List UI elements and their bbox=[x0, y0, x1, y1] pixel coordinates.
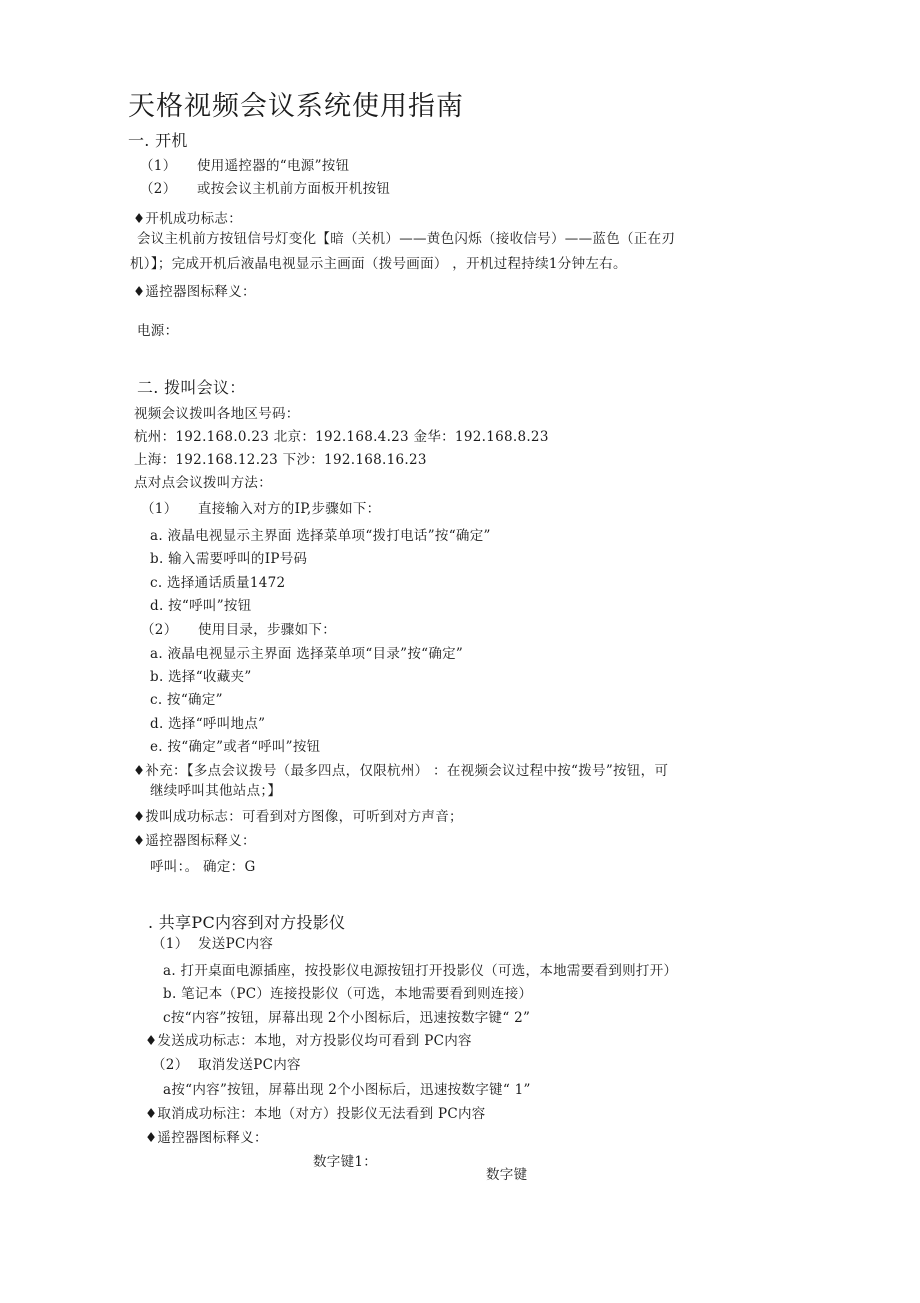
sub-step: a. 打开桌面电源插座，按投影仪电源按钮打开投影仪（可选，本地需要看到则打开） bbox=[163, 963, 678, 979]
dial-numbers-row: 上海：192.168.12.23 下沙：192.168.16.23 bbox=[134, 452, 427, 468]
dial-numbers-row: 杭州：192.168.0.23 北京：192.168.4.23 金华：192.168.8.23 bbox=[134, 429, 549, 445]
remote-legend-label: ♦遥控器图标释义： bbox=[133, 833, 256, 849]
power-success-text: 会议主机前方按钮信号灯变化【暗（关机）——黄色闪烁（接收信号）——蓝色（正在刃 bbox=[137, 231, 676, 247]
power-key-label: 电源： bbox=[137, 323, 179, 339]
sub-step: d. 选择“呼叫地点” bbox=[150, 716, 266, 732]
step-number: （2） bbox=[140, 181, 177, 197]
power-success-label: ♦开机成功标志： bbox=[133, 211, 243, 227]
dial-method-label: 点对点会议拨叫方法： bbox=[134, 475, 272, 491]
document-title: 天格视频会议系统使用指南 bbox=[128, 91, 464, 122]
sub-step: d. 按“呼叫”按钮 bbox=[150, 598, 252, 614]
step-number: （1） bbox=[140, 158, 177, 174]
sub-step: c. 选择通话质量1472 bbox=[150, 575, 286, 591]
step-text: 使用遥控器的“电源”按钮 bbox=[197, 158, 350, 174]
remote-legend-items: 呼叫：。 确定：G bbox=[150, 859, 256, 875]
sub-step: a按“内容”按钮，屏幕出现 2个小图标后，迅速按数字键“ 1” bbox=[163, 1082, 531, 1098]
remote-legend-label: ♦遥控器图标释义： bbox=[133, 284, 256, 300]
section-heading-share-pc: . 共享PC内容到对方投影仪 bbox=[148, 913, 346, 932]
section-heading-power-on: 一. 开机 bbox=[128, 131, 188, 150]
cancel-success-label: ♦取消成功标注：本地（对方）投影仪无法看到 PC内容 bbox=[145, 1106, 486, 1122]
dial-success-label: ♦拨叫成功标志：可看到对方图像，可听到对方声音； bbox=[133, 809, 463, 825]
step-number: （2） bbox=[152, 1057, 189, 1073]
step-text: 或按会议主机前方面板开机按钮 bbox=[197, 181, 391, 197]
number-key-label: 数字键 bbox=[486, 1167, 528, 1183]
send-success-label: ♦发送成功标志：本地，对方投影仪均可看到 PC内容 bbox=[145, 1033, 472, 1049]
sub-step: a. 液晶电视显示主界面 选择菜单项“拨打电话”按“确定” bbox=[150, 528, 491, 544]
dial-numbers-label: 视频会议拨叫各地区号码： bbox=[134, 406, 300, 422]
section-heading-dial: 二. 拨叫会议： bbox=[137, 378, 246, 397]
sub-step: e. 按“确定”或者“呼叫”按钮 bbox=[150, 739, 321, 755]
power-success-text: 机）】；完成开机后液晶电视显示主画面（拨号画面） ，开机过程持续1分钟左右。 bbox=[130, 256, 627, 272]
number-key-1-label: 数字键1： bbox=[313, 1154, 378, 1170]
sub-step: b. 选择“收藏夹” bbox=[150, 669, 252, 685]
remote-legend-label: ♦遥控器图标释义： bbox=[145, 1130, 268, 1146]
step-number: （2） bbox=[141, 622, 178, 638]
sub-step: b. 输入需要呼叫的IP号码 bbox=[150, 551, 308, 567]
step-text: 取消发送PC内容 bbox=[198, 1057, 301, 1073]
sub-step: b. 笔记本（PC）连接投影仪（可选，本地需要看到则连接） bbox=[163, 986, 533, 1002]
step-text: 发送PC内容 bbox=[198, 936, 274, 952]
sub-step: c. 按“确定” bbox=[150, 692, 223, 708]
supplement-note: ♦补充：【多点会议拨号（最多四点，仅限杭州） ：在视频会议过程中按“拨号”按钮，可 bbox=[133, 763, 669, 779]
sub-step: a. 液晶电视显示主界面 选择菜单项“目录”按“确定” bbox=[150, 646, 464, 662]
step-number: （1） bbox=[141, 501, 178, 517]
step-number: （1） bbox=[152, 936, 189, 952]
supplement-note: 继续呼叫其他站点；】 bbox=[150, 783, 282, 799]
step-text: 直接输入对方的IP,步骤如下： bbox=[198, 501, 381, 517]
step-text: 使用目录，步骤如下： bbox=[198, 622, 336, 638]
sub-step: c按“内容”按钮，屏幕出现 2个小图标后，迅速按数字键“ 2” bbox=[163, 1010, 531, 1026]
